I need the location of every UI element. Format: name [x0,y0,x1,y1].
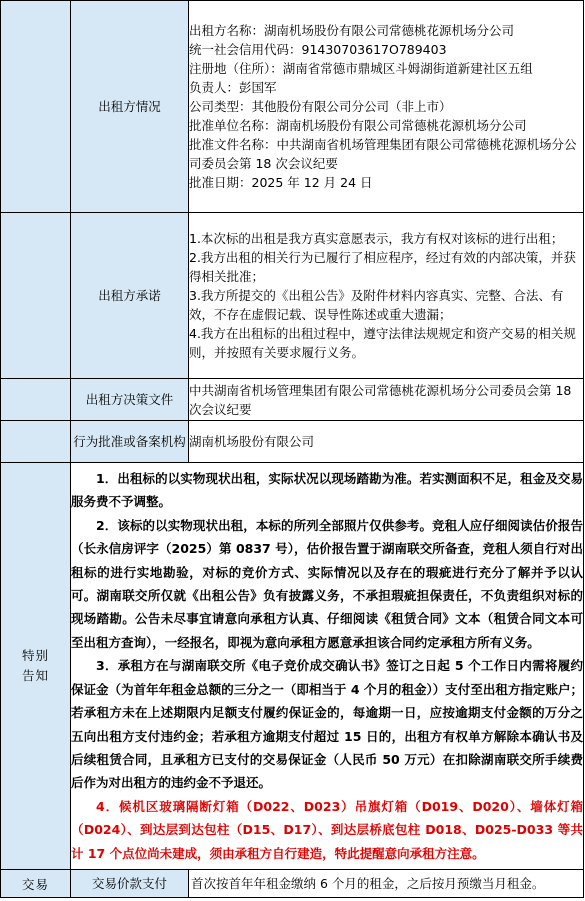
approval-document-name: 批准文件名称：中共湖南省机场管理集团有限公司常德桃花源机场分公司委员会第 18 次会议纪要 [189,137,577,171]
special-notice-row [1,463,584,870]
commitment-item: 3.我方所提交的《出租公告》及附件材料内容真实、完整、合法、有效，不存在虚假记载、误导性陈述或重大遗漏； [189,288,564,322]
notice-paragraph-3: 3．承租方在与湖南联交所《电子竞价成交确认书》签订之日起 5 个工作日内需将履约保证金（为首年年租金总额的三分之一（即相当于 4 个月的租金））支付至出租方指定账户；若承租方未在上述期限内足额支付履约保证金的，每逾期一日，应按逾期支付金额的万分之五向出租方支付违约金；若承租方逾期支付超过 15 日的，出租方有权单方解除本确认书及后续租赁合同，且承租方已支付的交易保证金（人民币 50 万元）在扣除湖南联交所手续费后作为对出租方的违约金不予退还。 [71,658,583,791]
lessor-company-type: 公司类型：其他股份有限公司分公司（非上市） [189,99,452,114]
commitment-item: 2.我方出租的相关行为已履行了相应程序，经过有效的内部决策，并获得相关批准； [189,250,576,284]
special-notice-label [1,463,71,870]
approval-date: 批准日期：2025 年 12 月 24 日 [189,175,373,190]
commitment-item: 1.本次标的出租是我方真实意愿表示，我方有权对该标的进行出租； [189,231,564,246]
lessor-commitment-side-cell [1,213,71,379]
transaction-payment-label: 交易价款支付 [71,870,189,898]
approval-unit-name: 批准单位名称：湖南机场股份有限公司常德桃花源机场分公司 [189,118,527,133]
lessor-info-row [1,1,584,213]
approval-agency-row [1,421,584,463]
approval-agency-side-cell [1,421,71,463]
lessor-address: 注册地（住所）：湖南省常德市鼎城区斗姆湖街道新建社区五组 [189,61,533,76]
notice-paragraph-4-warning: 4．候机区玻璃隔断灯箱（D022、D023）吊旗灯箱（D019、D020）、墙体灯箱（D024）、到达层到达包柱（D15、D17）、到达层桥底包柱 D018、D025-D033 等共计 17 个点位尚未建成，须由承租方自行建造，特此提醒意向承租方注意。 [71,798,583,861]
lessor-commitment-values [189,213,584,379]
special-notice-label-text: 特别告知 [21,648,49,683]
transaction-payment-value: 首次按首年年租金缴纳 6 个月的租金，之后按月预缴当月租金。 [189,870,584,898]
approval-agency-label: 行为批准或备案机构 [71,421,189,463]
notice-paragraph-2: 2．该标的以实物现状出租，本标的所列全部照片仅供参考。竞租人应仔细阅读估价报告（长永信房评字（2025）第 0837 号），估价报告置于湖南联交所备查，竞租人须自行对出租标的进行实地勘验，对标的竞价方式、实际情况以及存在的瑕疵进行充分了解并予以认可。湖南联交所仅就《出租公告》负有披露义务，不承担瑕疵担保责任，不负责组织对标的现场踏勘。公告未尽事宜请意向承租方认真、仔细阅读《租赁合同》文本（租赁合同文本可至出租方查询），一经报名，即视为意向承租方愿意承担该合同约定承租方所有义务。 [71,517,583,650]
transaction-label: 交易 [1,870,71,898]
notice-paragraph-1: 1．出租标的以实物现状出租，实际状况以现场踏勘为准。若实测面积不足，租金及交易服务费不予调整。 [71,471,583,510]
lessor-commitment-label: 出租方承诺 [71,213,189,379]
decision-document-side-cell [1,379,71,421]
lessor-info-side-cell [1,1,71,213]
commitment-item: 4.我方在出租标的出租过程中，遵守法律法规规定和资产交易的相关规则，并按照有关要求履行义务。 [189,326,576,360]
decision-document-row [1,379,584,421]
lessor-info-label: 出租方情况 [71,1,189,213]
transaction-row [1,870,584,898]
lessor-legal-rep: 负责人：彭国军 [189,80,277,95]
decision-document-label: 出租方决策文件 [71,379,189,421]
approval-agency-value: 湖南机场股份有限公司 [189,421,584,463]
special-notice-content [71,463,584,870]
lessor-credit-code: 统一社会信用代码：91430703617O789403 [189,42,447,57]
lessor-info-values [189,1,584,213]
lessor-name: 出租方名称：湖南机场股份有限公司常德桃花源机场分公司 [189,23,515,38]
decision-document-value: 中共湖南省机场管理集团有限公司常德桃花源机场分公司委员会第 18 次会议纪要 [189,379,584,421]
lessor-commitment-row [1,213,584,379]
